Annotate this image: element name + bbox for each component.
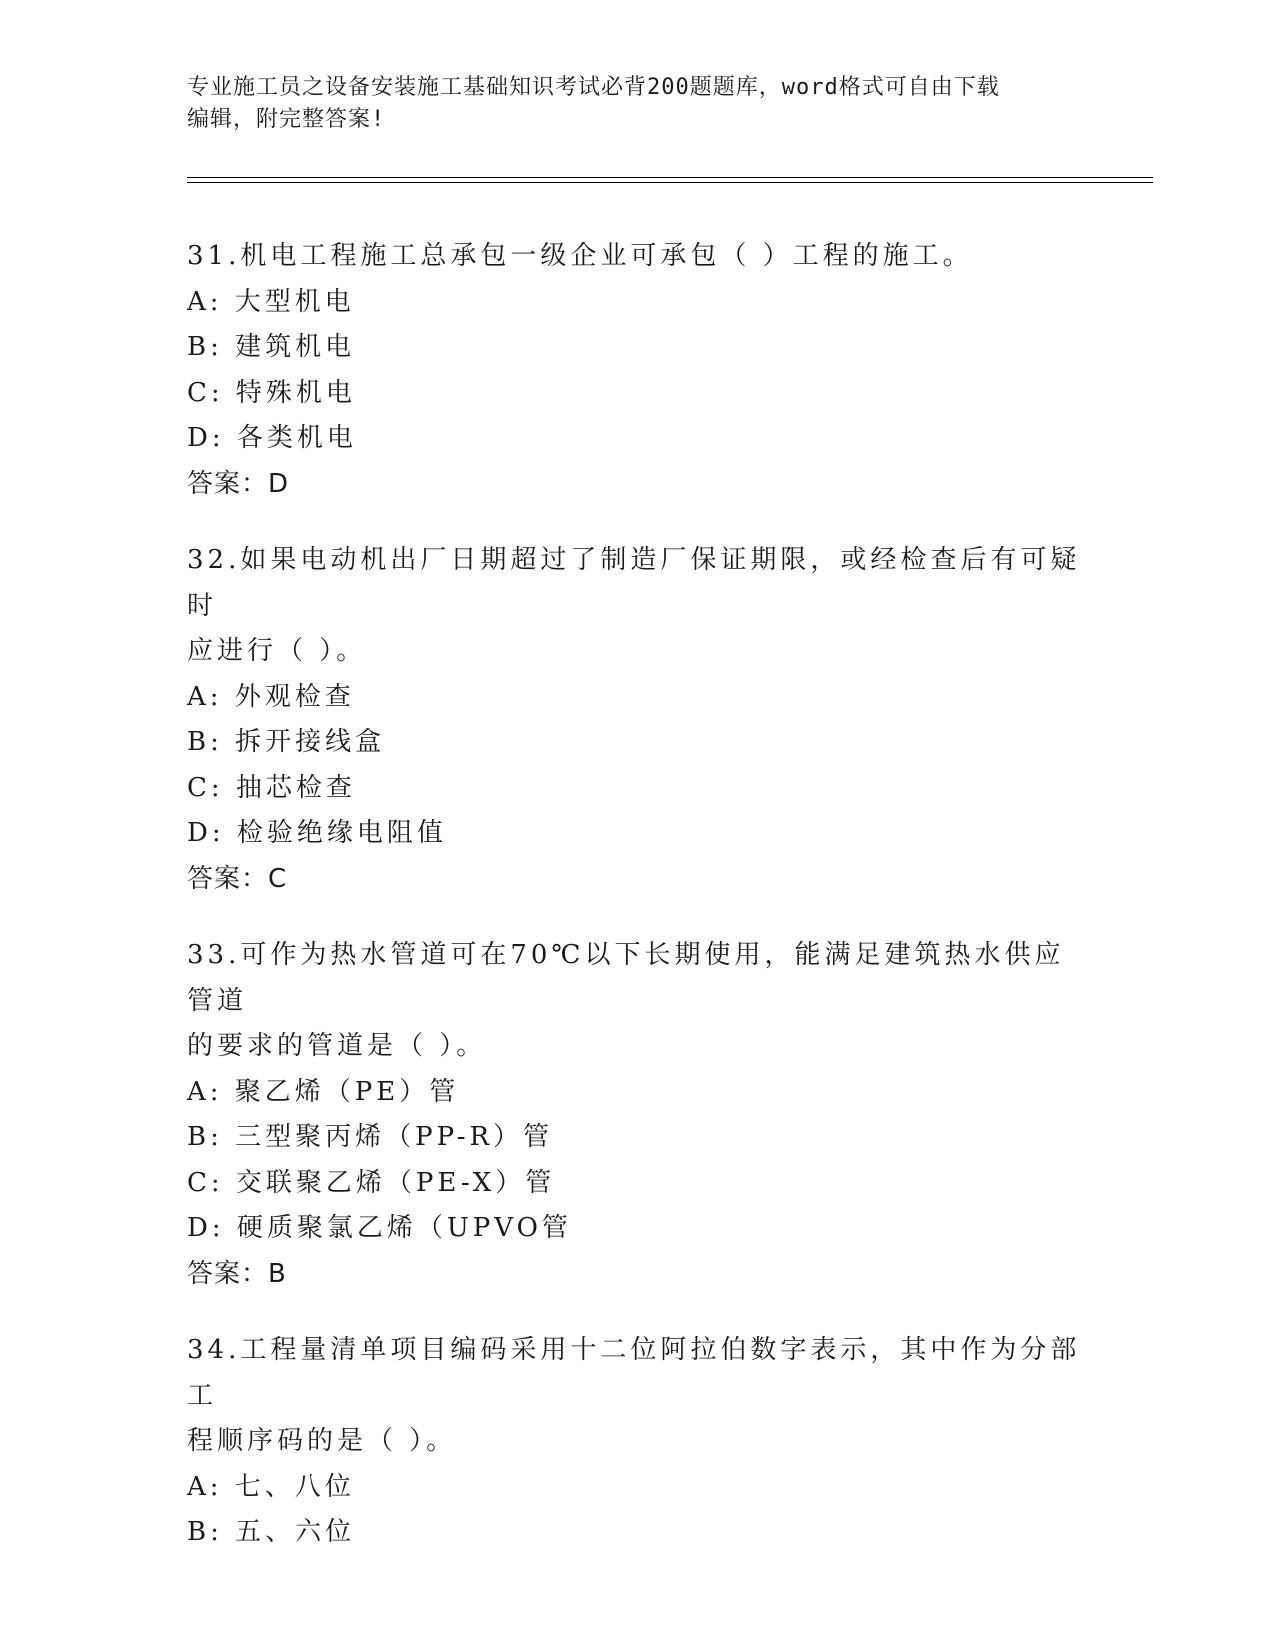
- option-b: B: 三型聚丙烯（PP-R）管: [187, 1122, 554, 1152]
- option-c: C: 交联聚乙烯（PE-X）管: [187, 1167, 556, 1198]
- option-a: A: 外观检查: [187, 681, 355, 712]
- question-stem: 34.工程量清单项目编码采用十二位阿拉伯数字表示，其中作为分部工: [187, 1335, 1081, 1411]
- option-d: D: 各类机电: [187, 423, 357, 453]
- option-c: C: 抽芯检查: [187, 772, 356, 803]
- option-b: B: 拆开接线盒: [187, 727, 386, 757]
- option-a: A: 大型机电: [187, 286, 355, 317]
- question-stem: 33.可作为热水管道可在70℃以下长期使用，能满足建筑热水供应管道: [187, 940, 1065, 1016]
- question-31: [187, 234, 1087, 507]
- option-d: D: 硬质聚氯乙烯（UPVO管: [187, 1213, 572, 1243]
- option-d: D: 检验绝缘电阻值: [187, 818, 447, 848]
- question-stem-continued: 的要求的管道是（ ）。: [187, 1031, 487, 1061]
- question-33: [187, 933, 1087, 1297]
- option-b: B: 建筑机电: [187, 332, 356, 362]
- header-divider-bottom: [187, 182, 1153, 183]
- answer-label: 答案：C: [187, 863, 288, 894]
- document-header: [187, 72, 1087, 136]
- header-line-2: 编辑，附完整答案!: [187, 107, 386, 132]
- question-32: [187, 538, 1087, 902]
- question-stem-continued: 程顺序码的是（ ）。: [187, 1426, 457, 1456]
- answer-label: 答案：B: [187, 1258, 287, 1289]
- question-list: [187, 234, 1087, 1587]
- option-a: A: 聚乙烯（PE）管: [187, 1076, 460, 1107]
- header-divider-top: [187, 177, 1153, 178]
- option-a: A: 七、八位: [187, 1471, 355, 1502]
- question-34: [187, 1328, 1087, 1556]
- question-stem-continued: 应进行（ ）。: [187, 636, 367, 666]
- answer-label: 答案：D: [187, 468, 290, 499]
- question-stem: 31.机电工程施工总承包一级企业可承包（ ）工程的施工。: [187, 241, 973, 271]
- option-b: B: 五、六位: [187, 1517, 356, 1547]
- question-stem: 32.如果电动机出厂日期超过了制造厂保证期限，或经检查后有可疑时: [187, 545, 1081, 621]
- header-line-1: 专业施工员之设备安装施工基础知识考试必背200题题库，word格式可自由下载: [187, 75, 1000, 100]
- option-c: C: 特殊机电: [187, 377, 356, 408]
